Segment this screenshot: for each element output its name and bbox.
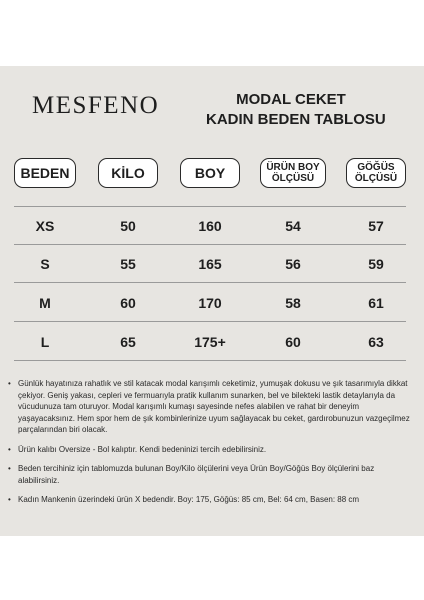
header-garment-length-line-2: ÖLÇÜSÜ	[271, 173, 315, 184]
cell-chest: 57	[368, 218, 384, 234]
cell-height: 165	[198, 256, 222, 272]
cell-weight: 60	[120, 295, 136, 311]
note-text: Kadın Mankenin üzerindeki ürün X bedendir. Boy: 175, Göğüs: 85 cm, Bel: 64 cm, Basen: 88 cm	[18, 495, 360, 504]
note-text: Ürün kalıbı Oversize - Bol kalıptır. Kendi bedeninizi tercih edebilirsiniz.	[18, 444, 267, 454]
cell-weight: 55	[120, 256, 136, 272]
cell-size: S	[40, 256, 50, 272]
size-chart-sheet	[0, 66, 424, 536]
brand-logo: MESFENO	[32, 92, 160, 119]
note-item	[8, 494, 416, 506]
table-divider	[14, 206, 406, 207]
bullet: •	[8, 379, 11, 388]
header-height-label: BOY	[194, 165, 226, 181]
header-chest-line-1: GÖĞÜS	[357, 162, 395, 173]
cell-weight: 65	[120, 334, 136, 350]
header-weight-label: KİLO	[111, 165, 145, 181]
chart-title	[206, 90, 386, 130]
table-divider	[14, 244, 406, 245]
note-text: Günlük hayatınıza rahatlık ve stil katacak modal karışımlı ceketimiz, yumuşak dokusu ve şık tasarımıyla dikkat çekiyor. Geniş yakası, cepleri ve fermuarıyla pratik kullanım sunarken, bel ve bilekteki lastik detaylarıyla da vücudunuza tam oturuyor. Modal karışımlı kumaşı sayesinde nefes alabilen ve rahat bir deneyim yaşayacaksınız. Hem spor hem de şık kombinlerinize uyum sağlayacak bu ceket, gardırobunuzun vazgeçilmez parçalarından biri olacak.	[18, 379, 410, 434]
header-size-label: BEDEN	[20, 165, 70, 181]
table-divider	[14, 360, 406, 361]
note-item	[8, 463, 416, 486]
chart-title-line-2: KADIN BEDEN TABLOSU	[206, 111, 386, 128]
cell-length: 56	[285, 256, 301, 272]
cell-chest: 59	[368, 256, 384, 272]
cell-height: 175+	[194, 334, 226, 350]
cell-size: L	[40, 334, 50, 350]
note-item	[8, 444, 416, 456]
cell-chest: 63	[368, 334, 384, 350]
cell-weight: 50	[120, 218, 136, 234]
cell-chest: 61	[368, 295, 384, 311]
header-garment-length-line-1: ÜRÜN BOY	[266, 162, 320, 173]
note-item	[8, 378, 416, 436]
cell-length: 58	[285, 295, 301, 311]
table-divider	[14, 321, 406, 322]
header-chest	[346, 158, 406, 188]
header-size	[14, 158, 76, 188]
cell-height: 170	[198, 295, 222, 311]
cell-height: 160	[198, 218, 222, 234]
table-divider	[14, 282, 406, 283]
bullet: •	[8, 495, 11, 504]
header-chest-line-2: ÖLÇÜSÜ	[354, 173, 398, 184]
bullet: •	[8, 444, 11, 454]
cell-length: 60	[285, 334, 301, 350]
cell-size: M	[39, 295, 51, 311]
product-notes	[8, 378, 416, 514]
cell-length: 54	[285, 218, 301, 234]
note-text: Beden tercihiniz için tablomuzda bulunan Boy/Kilo ölçülerini veya Ürün Boy/Göğüs Boy ölçülerini baz alabilirsiniz.	[18, 464, 375, 485]
header-weight	[98, 158, 158, 188]
bullet: •	[8, 464, 11, 473]
chart-title-line-1: MODAL CEKET	[236, 91, 346, 108]
cell-size: XS	[35, 218, 55, 234]
header-height	[180, 158, 240, 188]
header-garment-length	[260, 158, 326, 188]
